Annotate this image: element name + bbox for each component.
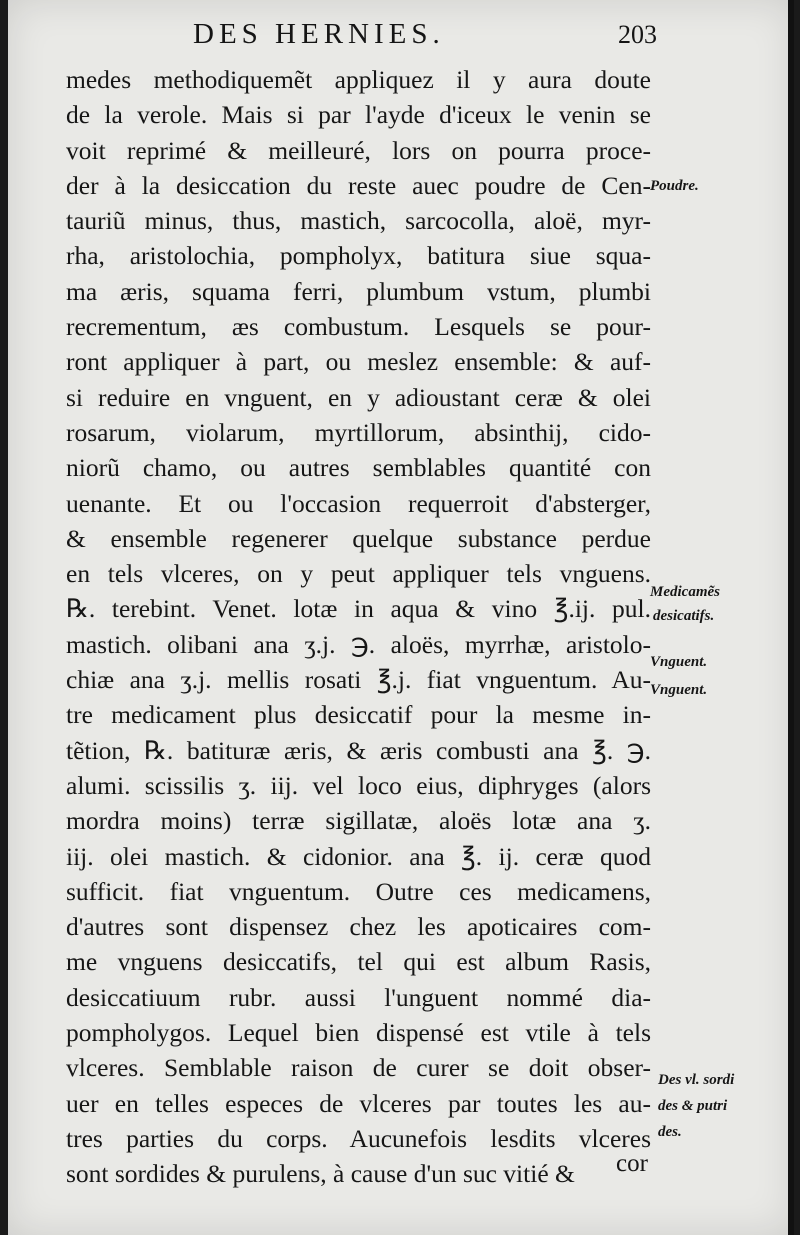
text-line: voit reprimé & meilleuré, lors on pourra proce- [66,135,651,165]
text-line: niorũ chamo, ou autres semblables quantité con [66,453,651,483]
margin-note-poudre: Poudre. [650,178,699,194]
text-line: chiæ ana ʒ.j. mellis rosati ℥.j. fiat vnguentum. Au- [66,665,651,695]
text-line: ma æris, squama ferri, plumbum vstum, plumbi [66,276,651,306]
text-line: de la verole. Mais si par l'ayde d'iceux le venin se [66,100,651,130]
text-line: vlceres. Semblable raison de curer se doit obser- [66,1053,651,1083]
text-line: iij. olei mastich. & cidonior. ana ℥. ij. ceræ quod [66,841,651,871]
page-number: 203 [618,20,657,49]
text-line: mastich. olibani ana ʒ.j. ℈. aloës, myrrhæ, aristolo- [66,629,651,659]
text-line: si reduire en vnguent, en y adioustant ceræ & olei [66,382,651,412]
margin-note-vnguent-1: Vnguent. [650,654,708,670]
page-header [8,18,794,58]
body-text [66,62,651,1192]
text-line: sont sordides & purulens, à cause d'un suc vitié & [66,1159,575,1189]
text-line: rosarum, violarum, myrtillorum, absinthij, cido- [66,417,651,447]
page-edge-shadow [788,0,794,1235]
text-line: recrementum, æs combustum. Lesquels se pour- [66,312,651,342]
text-line: desiccatiuum rubr. aussi l'unguent nommé dia- [66,982,651,1012]
text-line: d'autres sont dispensez chez les apoticaires com- [66,912,651,942]
book-page [8,0,794,1235]
text-line: pompholygos. Lequel bien dispensé est vtile à tels [66,1018,651,1048]
text-line: uenante. Et ou l'occasion requerroit d'absterger, [66,488,651,518]
margin-note-vnguent-2: Vnguent. [650,682,708,698]
running-title: DES HERNIES. [193,18,445,50]
margin-note-medicamens-line1: Medicamẽs [650,584,720,600]
text-line: tẽtion, ℞. batituræ æris, & æris combusti ana ℥. ℈. [66,735,651,765]
text-line: sufficit. fiat vnguentum. Outre ces medicamens, [66,876,651,906]
margin-note-ulceres-line2: des & putri [658,1098,728,1114]
text-line: der à la desiccation du reste auec poudre de Cen- [66,170,651,200]
text-line: ℞. terebint. Venet. lotæ in aqua & vino ℥.ij. pul. [66,594,651,624]
text-line: mordra moins) terræ sigillatæ, aloës lotæ ana ʒ. [66,806,651,836]
text-line: ront appliquer à part, ou meslez ensemble: & auf- [66,347,651,377]
text-line: rha, aristolochia, pompholyx, batitura siue squa- [66,241,651,271]
text-line: & ensemble regenerer quelque substance perdue [66,523,651,553]
text-line: uer en telles especes de vlceres par toutes les au- [66,1088,651,1118]
text-line: medes methodiquemẽt appliquez il y aura doute [66,65,651,94]
text-line: me vnguens desiccatifs, tel qui est album Rasis, [66,947,651,977]
catchword: cor [616,1150,648,1177]
text-line: tauriũ minus, thus, mastich, sarcocolla, aloë, myr- [66,206,651,236]
text-line: en tels vlceres, on y peut appliquer tels vnguens. [66,559,651,589]
text-line: tre medicament plus desiccatif pour la mesme in- [66,700,651,730]
margin-note-ulceres-line1: Des vl. sordi [658,1072,735,1088]
text-line: tres parties du corps. Aucunefois lesdits vlceres [66,1123,651,1153]
text-line: alumi. scissilis ʒ. iij. vel loco eius, diphryges (alors [66,770,651,800]
margin-note-ulceres-line3: des. [658,1124,682,1140]
margin-note-medicamens-line2: desicatifs. [653,608,715,624]
